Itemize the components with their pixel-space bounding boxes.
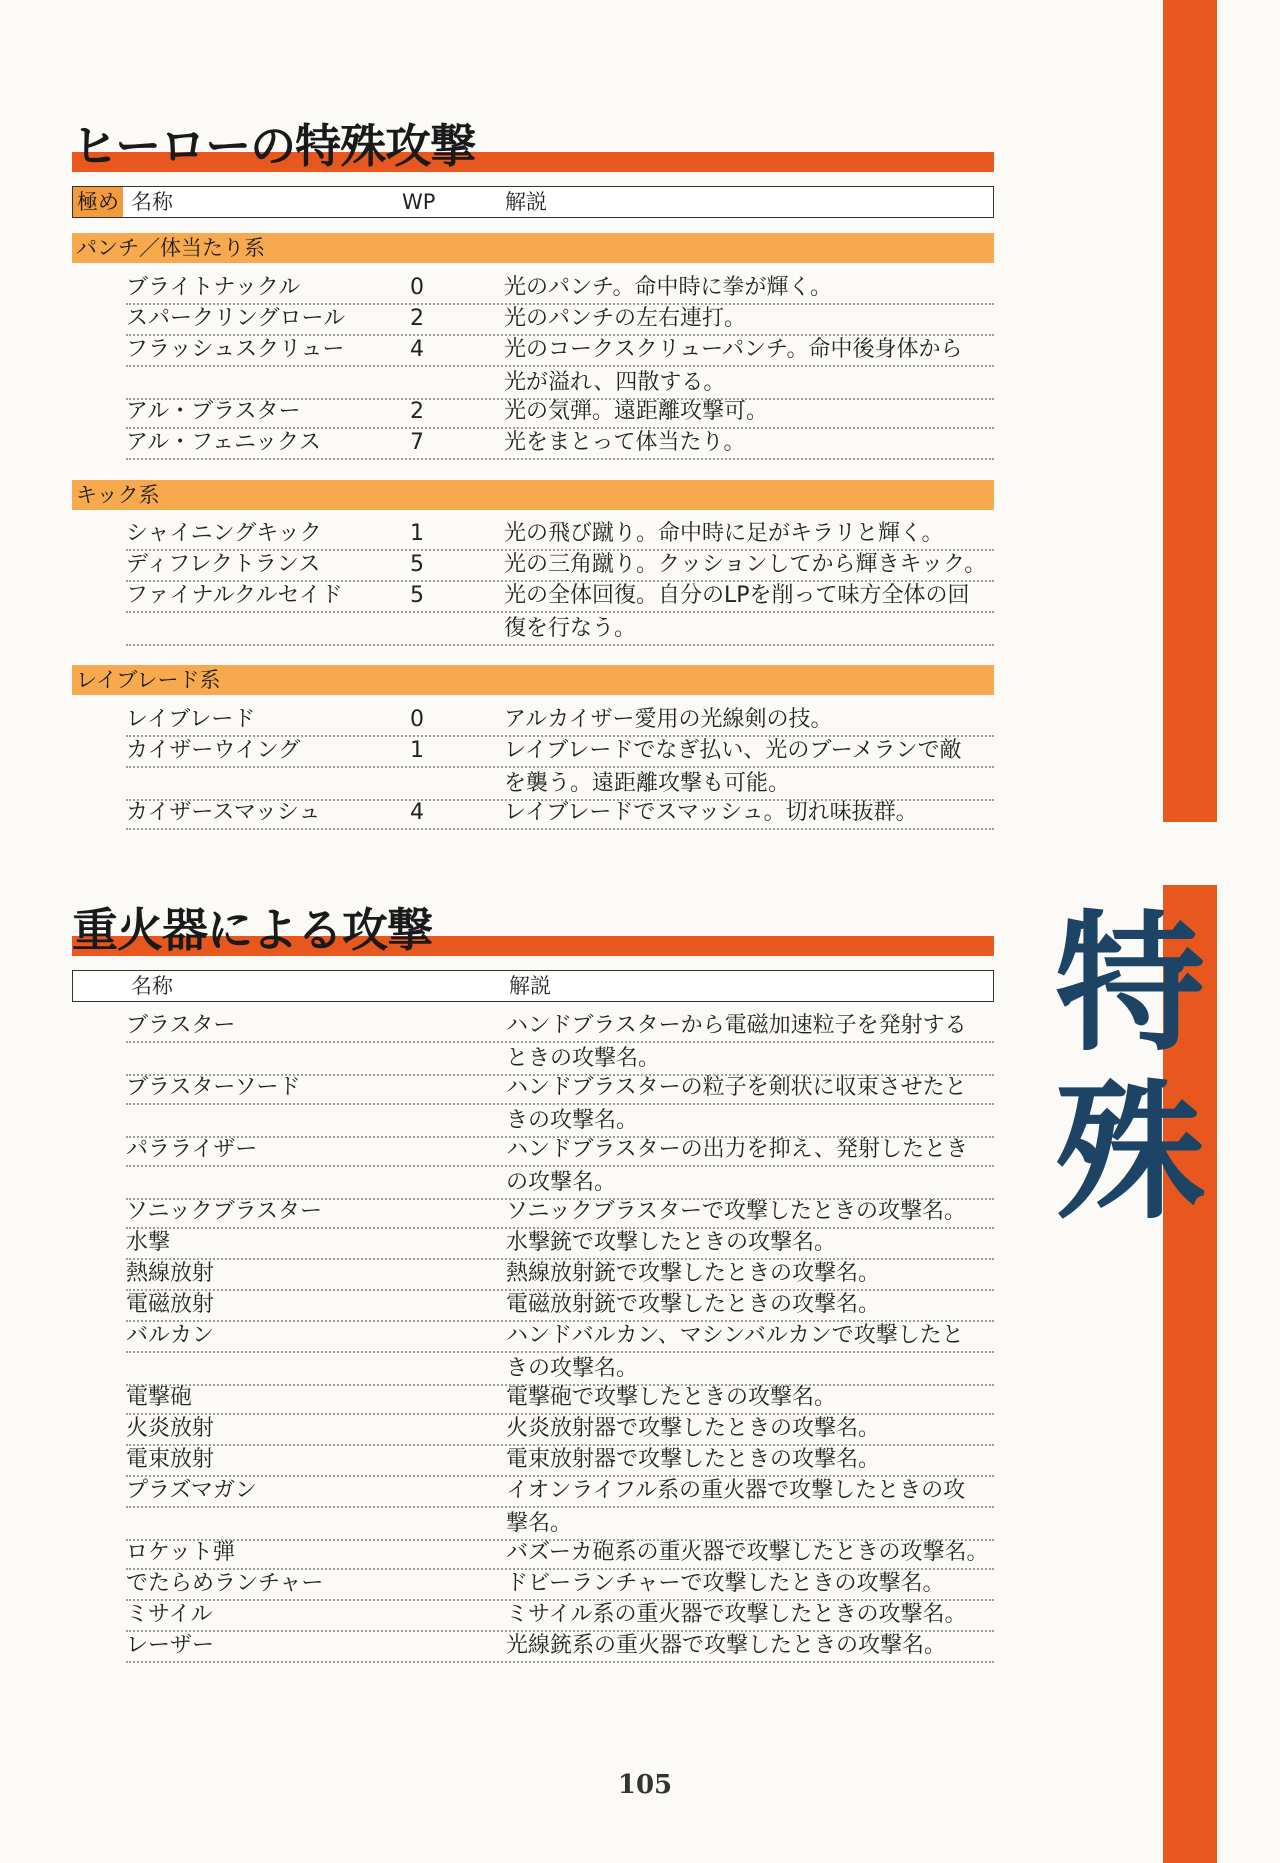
table-row: 火炎放射 火炎放射器で攻撃したときの攻撃名。	[126, 1413, 994, 1446]
header-desc: 解説	[509, 974, 551, 998]
header-name: 名称	[131, 974, 173, 998]
side-section-label: 特殊	[1054, 896, 1205, 1240]
table-row: パラライザー ハンドブラスターの出力を抑え、発射したとき の攻撃名。	[126, 1134, 994, 1200]
table-row: ファイナルクルセイド 5 光の全体回復。自分のLPを削って味方全体の回 復を行なう。	[126, 580, 994, 646]
table-row: でたらめランチャー ドビーランチャーで攻撃したときの攻撃名。	[126, 1568, 994, 1601]
table-row: 電束放射 電束放射器で攻撃したときの攻撃名。	[126, 1444, 994, 1477]
hero-section-title: ヒーローの特殊攻撃	[72, 119, 476, 173]
table-row: 熱線放射 熱線放射銃で攻撃したときの攻撃名。	[126, 1258, 994, 1291]
header-kiwame: 極め	[73, 187, 123, 217]
table-row: スパークリングロール 2 光のパンチの左右連打。	[126, 303, 994, 336]
table-row: 電磁放射 電磁放射銃で攻撃したときの攻撃名。	[126, 1289, 994, 1322]
heavy-table-header	[72, 970, 994, 1002]
table-row: アル・フェニックス 7 光をまとって体当たり。	[126, 427, 994, 460]
table-row: レーザー 光線銃系の重火器で攻撃したときの攻撃名。	[126, 1630, 994, 1663]
header-wp: WP	[402, 190, 436, 214]
page-number: 105	[617, 1770, 673, 1800]
table-row: アル・ブラスター 2 光の気弾。遠距離攻撃可。	[126, 396, 994, 429]
table-row: カイザーウイング 1 レイブレードでなぎ払い、光のブーメランで敵 を襲う。遠距離攻撃も可能。	[126, 735, 994, 801]
table-row: バルカン ハンドバルカン、マシンバルカンで攻撃したと きの攻撃名。	[126, 1320, 994, 1386]
hero-table-header	[72, 186, 994, 218]
side-stripe-top	[1163, 0, 1217, 822]
table-row: ソニックブラスター ソニックブラスターで攻撃したときの攻撃名。	[126, 1196, 994, 1229]
table-row: ディフレクトランス 5 光の三角蹴り。クッションしてから輝きキック。	[126, 549, 994, 582]
category-kick: キック系	[72, 480, 994, 510]
table-row: ブラスターソード ハンドブラスターの粒子を剣状に収束させたと きの攻撃名。	[126, 1072, 994, 1138]
table-row: 電撃砲 電撃砲で攻撃したときの攻撃名。	[126, 1382, 994, 1415]
header-name: 名称	[131, 190, 173, 214]
table-row: ミサイル ミサイル系の重火器で攻撃したときの攻撃名。	[126, 1599, 994, 1632]
table-row: フラッシュスクリュー 4 光のコークスクリューパンチ。命中後身体から 光が溢れ、四散する。	[126, 334, 994, 400]
category-rayblade: レイブレード系	[72, 665, 994, 695]
table-row: カイザースマッシュ 4 レイブレードでスマッシュ。切れ味抜群。	[126, 797, 994, 830]
table-row: シャイニングキック 1 光の飛び蹴り。命中時に足がキラリと輝く。	[126, 518, 994, 551]
table-row: レイブレード 0 アルカイザー愛用の光線剣の技。	[126, 704, 994, 737]
table-row: プラズマガン イオンライフル系の重火器で攻撃したときの攻 撃名。	[126, 1475, 994, 1541]
table-row: 水撃 水撃銃で攻撃したときの攻撃名。	[126, 1227, 994, 1260]
header-desc: 解説	[505, 190, 547, 214]
heavy-section-title: 重火器による攻撃	[72, 903, 432, 957]
table-row: ブラスター ハンドブラスターから電磁加速粒子を発射する ときの攻撃名。	[126, 1010, 994, 1076]
table-row: ブライトナックル 0 光のパンチ。命中時に拳が輝く。	[126, 272, 994, 305]
table-row: ロケット弾 バズーカ砲系の重火器で攻撃したときの攻撃名。	[126, 1537, 994, 1570]
category-punch: パンチ／体当たり系	[72, 233, 994, 263]
